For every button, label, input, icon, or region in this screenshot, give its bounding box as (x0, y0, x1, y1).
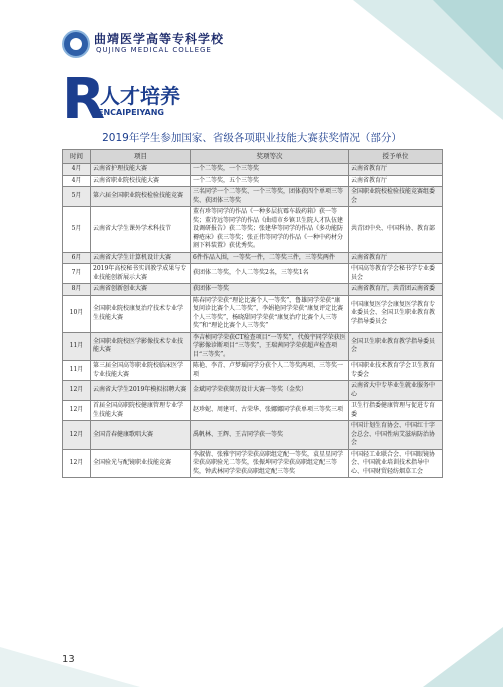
school-logo-icon (62, 30, 90, 58)
table-row (63, 449, 443, 478)
row-project: 全国青春健康歌唱大赛 (91, 421, 191, 450)
decor-corner-bottom-left (0, 647, 140, 687)
row-unit: 卫生行指委健康管理与促进专育委 (349, 401, 443, 421)
row-award: 获团体二等奖，个人二等奖2名，三等奖1名 (191, 264, 349, 284)
row-unit: 中国计划生育协会、中国红十字会总会、中国性病艾滋病防治协会 (349, 421, 443, 450)
table-row (63, 284, 443, 296)
row-award: 一个二等奖，一个三等奖 (191, 164, 349, 176)
row-award: 李淑倩、张雅宇同学荣获高职组定配一等奖，袁星星同学荣获高职验光二等奖，张振坤同学荣获高职组定配三等奖，钟武林同学荣获高职组定配三等奖 (191, 449, 349, 478)
row-project: 云南省大学生课外学术科技节 (91, 207, 191, 253)
page-number: 13 (62, 654, 75, 665)
row-time: 12月 (63, 381, 91, 401)
section-initial: R (62, 67, 106, 132)
table-row (63, 264, 443, 284)
row-award: 6件作品入围，一等奖一件，二等奖三件，三等奖两件 (191, 252, 349, 264)
table-row (63, 207, 443, 253)
section-subtitle-en: ENCAIPEIYANG (98, 108, 164, 117)
row-project: 云南省创新创业大赛 (91, 284, 191, 296)
header-award: 奖项等次 (191, 150, 349, 164)
row-project: 云南省大学生2019年模拟招聘大赛 (91, 381, 191, 401)
row-unit: 中国轻工业联合会、中国眼镜协会、中国就业培训技术指导中心、中国财贸轻纺烟草工会 (349, 449, 443, 478)
row-unit: 云南省教育厅 (349, 175, 443, 187)
row-project: 云南省职业院校技能大赛 (91, 175, 191, 187)
row-unit: 全国卫生职业教育教学指导委员会 (349, 332, 443, 361)
table-row (63, 332, 443, 361)
decor-corner-bottom-right (423, 627, 503, 687)
table-row (63, 295, 443, 332)
table-row (63, 421, 443, 450)
row-time: 12月 (63, 401, 91, 421)
header-unit: 授予单位 (349, 150, 443, 164)
row-award: 李吉桢同学荣获CT检查项目“一等奖”，代俊宇同学荣获医学影像诊断项目“三等奖”，王瑞茜同学荣获超声检查项目“三等奖”。 (191, 332, 349, 361)
row-award: 获团体一等奖 (191, 284, 349, 296)
row-award: 董有珍等同学的作品《一种多层抗霉车载药箱》获一等奖；董诗远等同学的作品《曲靖市乡镇卫生院人才队伍建设调研报告》获二等奖；张建华等同学的作品《多功能防褥疮床》获三等奖；张正伟等同学的作品《一种中药材分割下料装置》获优秀奖。 (191, 207, 349, 253)
row-time: 10月 (63, 295, 91, 332)
row-unit: 云南省教育厅 (349, 252, 443, 264)
row-project: 云南省大学生计算机设计大赛 (91, 252, 191, 264)
row-unit: 中国高等教育学会秘书学专业委员会 (349, 264, 443, 284)
row-unit: 云南省大中专毕业生就业服务中心 (349, 381, 443, 401)
row-time: 4月 (63, 175, 91, 187)
row-project: 第六届全国职业院校检验技能竞赛 (91, 187, 191, 207)
row-time: 12月 (63, 449, 91, 478)
table-title: 2019年学生参加国家、省级各项职业技能大赛获奖情况（部分） (102, 132, 402, 144)
row-time: 11月 (63, 361, 91, 381)
row-time: 8月 (63, 284, 91, 296)
row-project: 第三届全国高等职业院校临床医学专业技能大赛 (91, 361, 191, 381)
row-project: 全国职业院校康复治疗技术专业学生技能大赛 (91, 295, 191, 332)
row-time: 12月 (63, 421, 91, 450)
row-project: 全国验光与配镜职业技能竞赛 (91, 449, 191, 478)
header-time: 时间 (63, 150, 91, 164)
table-header-row (63, 150, 443, 164)
table-row (63, 381, 443, 401)
row-award: 一个二等奖，五个三等奖 (191, 175, 349, 187)
section-title: 人才培养 (100, 84, 180, 108)
row-time: 4月 (63, 164, 91, 176)
row-project: 全国职业院校医学影像技术专业技能大赛 (91, 332, 191, 361)
row-unit: 共青团中央、中国科协、教育部 (349, 207, 443, 253)
row-award: 金斌同学荣获简历设计大赛一等奖（金奖） (191, 381, 349, 401)
table-row (63, 361, 443, 381)
row-time: 7月 (63, 264, 91, 284)
row-unit: 中国康复医学会康复医学教育专业委员会、全国卫生职业教育教学指导委员会 (349, 295, 443, 332)
row-project: 云南省护理技能大赛 (91, 164, 191, 176)
school-name-cn: 曲靖医学高等专科学校 (94, 32, 225, 46)
row-time: 5月 (63, 187, 91, 207)
row-project: 2019年高校秘书实训教学成果与专业技能创新展示大赛 (91, 264, 191, 284)
row-time: 11月 (63, 332, 91, 361)
row-award: 赵珍妮、周建可、古荣华、张娜娜同学获单项三等奖三项 (191, 401, 349, 421)
table-row (63, 252, 443, 264)
row-award: 陈春同学荣获“理论比赛个人一等奖”，鲁雄同学荣获“康复问诊比赛个人二等奖”，李娟艳同学荣获“康复评定比赛个人三等奖”，杨晓甜同学荣获“康复治疗比赛个人三等奖”和“理论比赛个人三等奖” (191, 295, 349, 332)
school-name-en: QUJING MEDICAL COLLEGE (96, 46, 212, 54)
row-award: 三名同学一个二等奖、一个三等奖，团体获四个单项三等奖、获团体三等奖 (191, 187, 349, 207)
table-row (63, 401, 443, 421)
row-project: 首届全国高职院校健康管理专业学生技能大赛 (91, 401, 191, 421)
header-project: 项目 (91, 150, 191, 164)
table-row (63, 164, 443, 176)
awards-table (62, 149, 443, 478)
row-unit: 全国职业院校检验技能竞赛组委会 (349, 187, 443, 207)
row-award: 陈艳、李青、卢梦瑶同学分获个人二等奖两项、三等奖一项 (191, 361, 349, 381)
row-time: 5月 (63, 207, 91, 253)
row-unit: 云南省教育厅，共青团云南省委 (349, 284, 443, 296)
row-unit: 中国职业技术教育学会卫生教育专委会 (349, 361, 443, 381)
table-row (63, 187, 443, 207)
decor-corner-top-right-inner (433, 0, 503, 70)
table-row (63, 175, 443, 187)
row-time: 6月 (63, 252, 91, 264)
row-unit: 云南省教育厅 (349, 164, 443, 176)
row-award: 禹帆林、王辉、王吉同学获一等奖 (191, 421, 349, 450)
